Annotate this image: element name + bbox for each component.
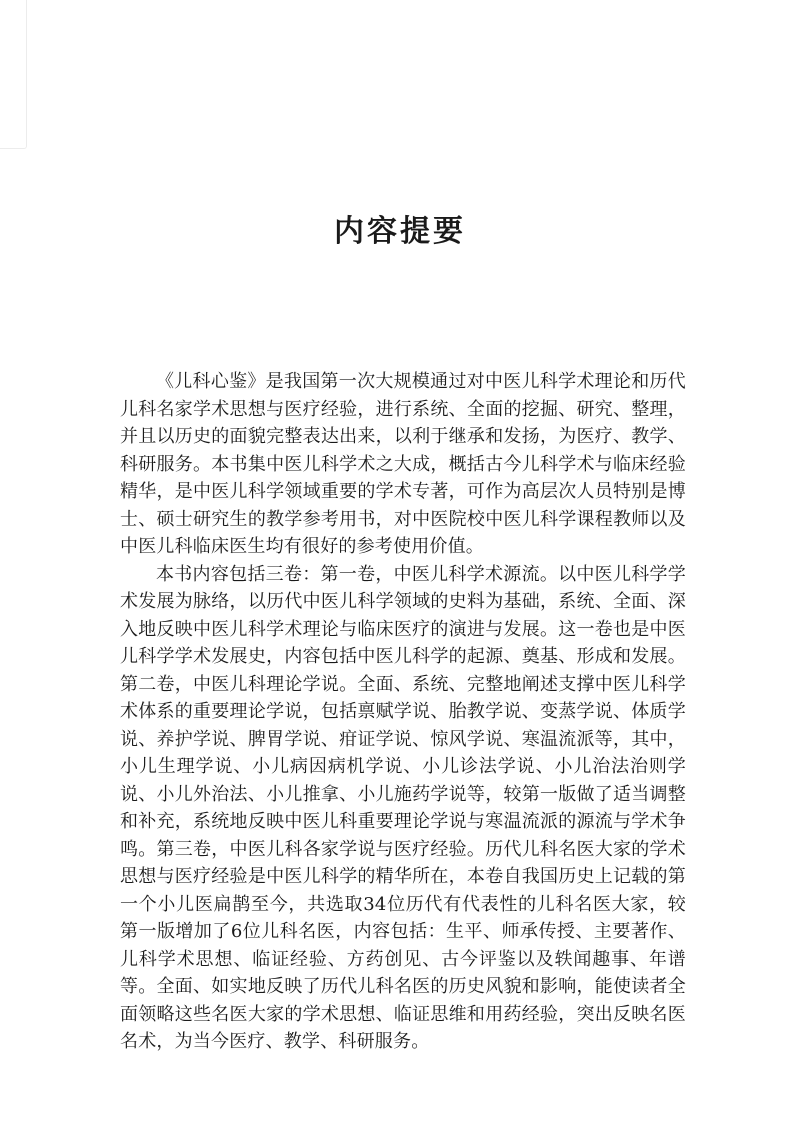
summary-paragraph-1: 《儿科心鉴》是我国第一次大规模通过对中医儿科学术理论和历代儿科名家学术思想与医疗经验，进行系统、全面的挖掘、研究、整理，并且以历史的面貌完整表达出来，以利于继承和发扬，为医疗、教学、科研服务。本书集中医儿科学术之大成，概括古今儿科学术与临床经验精华，是中医儿科学领域重要的学术专著，可作为高层次人员特别是博士、硕士研究生的教学参考用书，对中医院校中医儿科学课程教师以及中医儿科临床医生均有很好的参考使用价值。 [120,371,686,557]
page-corner-mark [0,0,27,149]
summary-paragraph-2: 本书内容包括三卷：第一卷，中医儿科学术源流。以中医儿科学学术发展为脉络，以历代中医儿科学领域的史料为基础，系统、全面、深入地反映中医儿科学术理论与临床医疗的演进与发展。这一卷也是中医儿科学学术发展史，内容包括中医儿科学的起源、奠基、形成和发展。第二卷，中医儿科理论学说。全面、系统、完整地阐述支撑中医儿科学术体系的重要理论学说，包括禀赋学说、胎教学说、变蒸学说、体质学说、养护学说、脾胃学说、疳证学说、惊风学说、寒温流派等，其中，小儿生理学说、小儿病因病机学说、小儿诊法学说、小儿治法治则学说、小儿外治法、小儿推拿、小儿施药学说等，较第一版做了适当调整和补充，系统地反映中医儿科重要理论学说与寒温流派的源流与学术争鸣。第三卷，中医儿科各家学说与医疗经验。历代儿科名医大家的学术思想与医疗经验是中医儿科学的精华所在，本卷自我国历史上记载的第一个小儿医扁鹊至今，共选取34位历代有代表性的儿科名医大家，较第一版增加了6位儿科名医，内容包括：生平、师承传授、主要著作、儿科学术思想、临证经验、方药创见、古今评鉴以及轶闻趣事、年谱等。全面、如实地反映了历代儿科名医的历史风貌和影响，能使读者全面领略这些名医大家的学术思想、临证思维和用药经验，突出反映名医名术，为当今医疗、教学、科研服务。 [120,563,686,1052]
page-title: 内容提要 [334,214,466,249]
summary-body [120,368,686,1056]
